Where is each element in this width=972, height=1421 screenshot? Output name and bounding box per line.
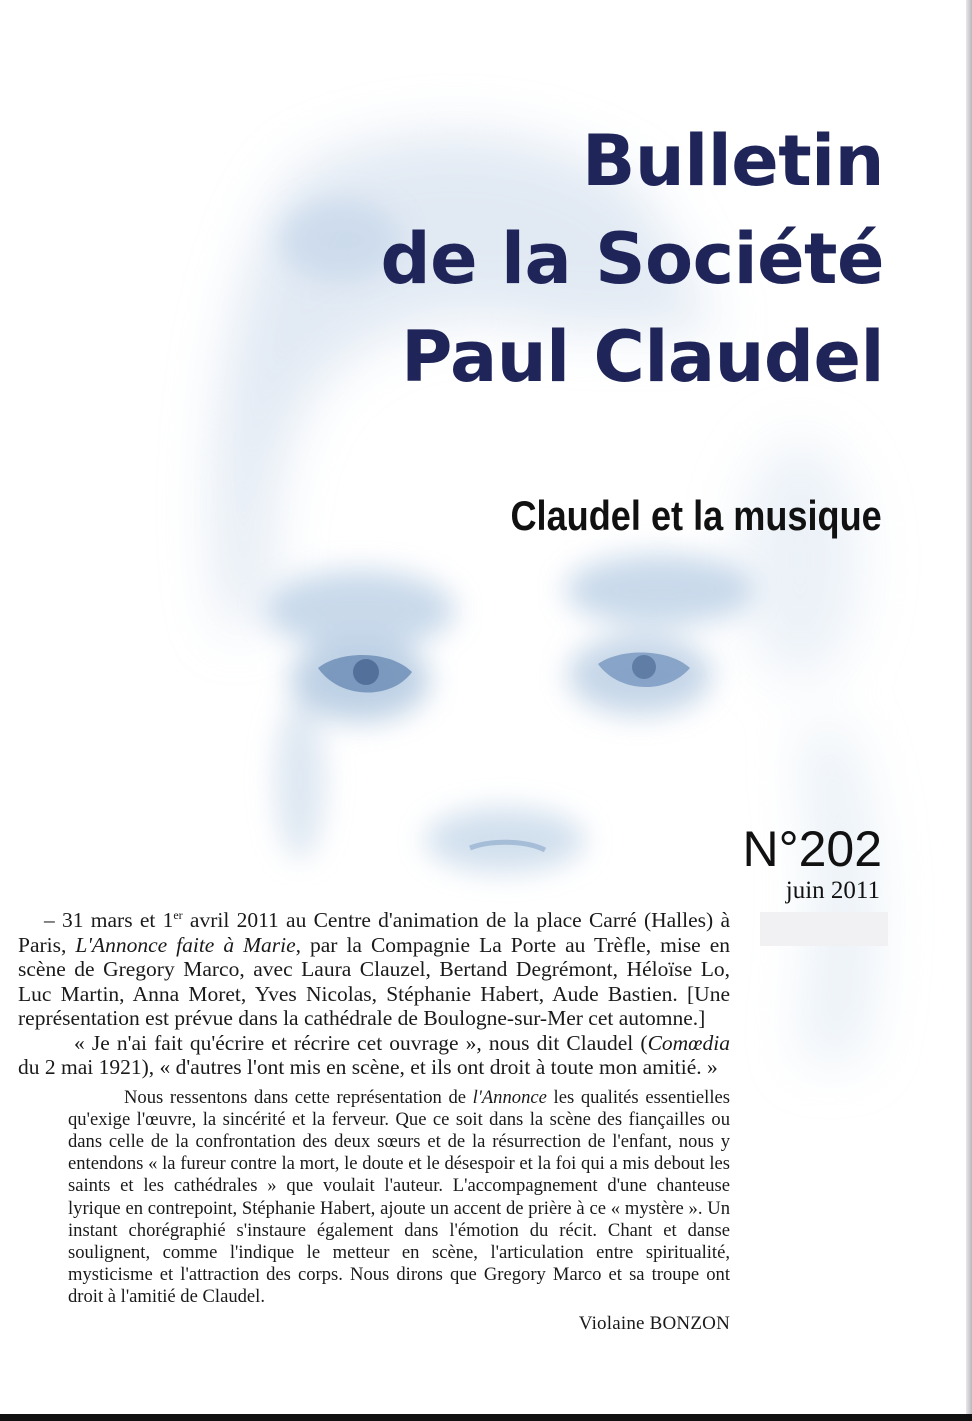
bulletin-title xyxy=(381,112,884,406)
p1-play-title: L'Annonce faite à Marie xyxy=(75,932,296,957)
page-right-edge xyxy=(966,0,972,1421)
title-line-1: Bulletin xyxy=(582,120,884,202)
article-paragraph-3 xyxy=(68,1087,730,1309)
grey-label-box xyxy=(760,912,888,946)
p2-source-title: Comœdia xyxy=(647,1030,730,1055)
page-bottom-edge xyxy=(0,1414,972,1421)
p1-date-superscript: er xyxy=(173,907,183,922)
p1-after-date-text: avril 2011 au Centre d'animation de la place Carré (Halles) à Paris, xyxy=(18,908,731,957)
p2-quote-start: « Je n'ai fait qu'écrire et récrire cet ouvrage », nous dit Claudel ( xyxy=(74,1030,648,1055)
p2-quote-end: du 2 mai 1921), « d'autres l'ont mis en scène, et ils ont droit à toute mon amitié. » xyxy=(18,1055,718,1079)
article-author: Violaine BONZON xyxy=(578,1312,730,1334)
p1-rest-text: , par la Compagnie La Porte au Trèfle, mise en scène de Gregory Marco, avec Laura Clauzel, Bertand Degrémont, Héloïse Lo, Luc Martin, Anna Moret, Yves Nicolas, Stéphanie Habert, Aude Bastien. [Une représentation est prévue dans la cathédrale de Boulogne-sur-Mer cet automne.] xyxy=(18,932,731,1030)
p1-date-text: – 31 mars et 1 xyxy=(44,908,174,932)
article-paragraph-2 xyxy=(18,1031,730,1080)
p3-play-short-title: l'Annonce xyxy=(472,1086,547,1108)
article-paragraph-1 xyxy=(18,908,730,1031)
title-line-3: Paul Claudel xyxy=(401,316,884,398)
issue-number: N°202 xyxy=(742,821,882,877)
title-line-2: de la Société xyxy=(380,218,884,300)
issue-date: juin 2011 xyxy=(785,877,880,904)
article-text xyxy=(18,908,730,1335)
p3-start-text: Nous ressentons dans cette représentation de xyxy=(124,1086,473,1108)
p3-rest-text: les qualités essentielles qu'exige l'œuvre, la sincérité et la ferveur. Que ce soit dans la scène des fiançailles ou dans celle de la confrontation des deux sœurs et de la résurrection de l'enfant, nous y entendons « la fureur contre la mort, le doute et le désespoir et la foi qui a mis debout les saints et les cathédrales » que voulait l'auteur. L'accompagnement d'une chanteuse lyrique en contrepoint, Stéphanie Habert, ajoute un accent de prière à ce « mystère ». Un instant chorégraphié s'instaure également dans l'émotion du récit. Chant et danse soulignent, comme l'indique le metteur en scène, l'articulation entre spiritualité, mysticisme et l'attraction des corps. Nous dirons que Gregory Marco et sa troupe ont droit à l'amitié de Claudel. xyxy=(68,1086,730,1308)
issue-theme-subtitle: Claudel et la musique xyxy=(510,492,882,539)
